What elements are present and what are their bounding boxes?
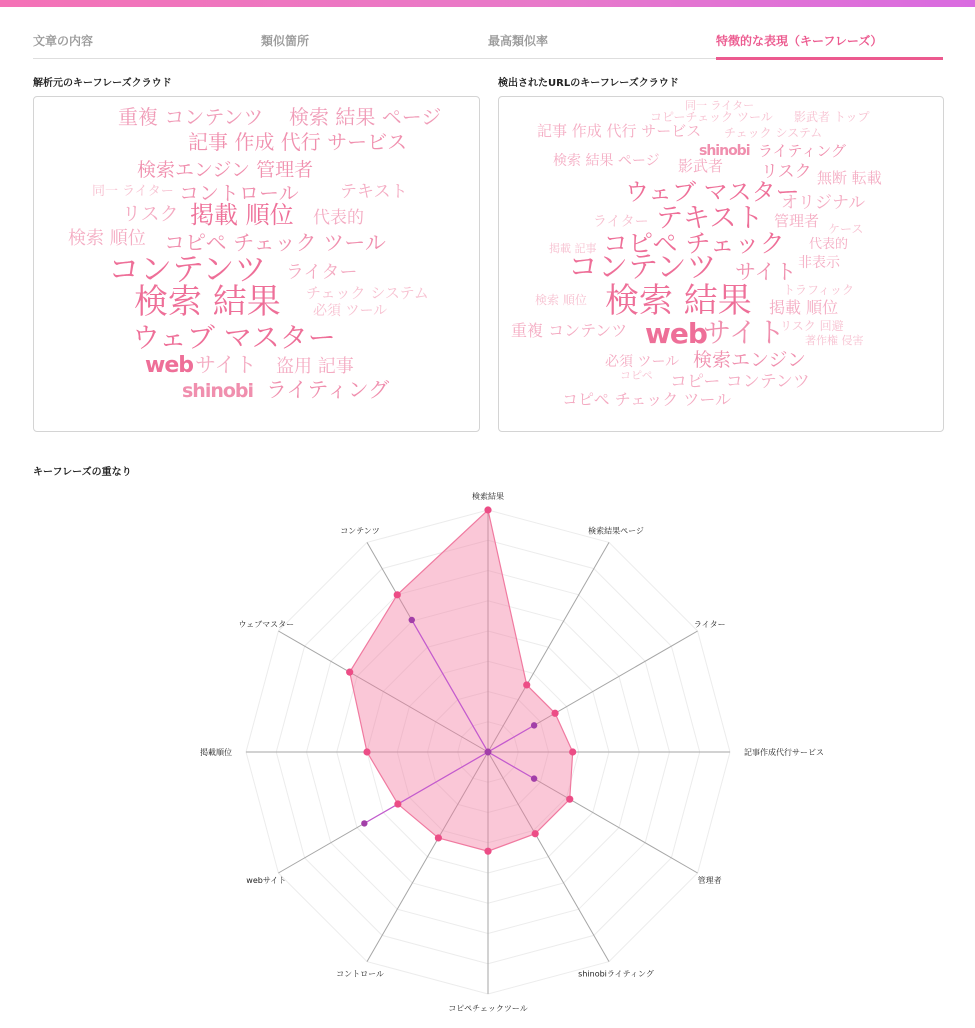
cloud-word: 影武者 xyxy=(678,157,724,175)
series-1-point xyxy=(484,848,491,855)
series-1-point xyxy=(523,681,530,688)
cloud-word: 重複 コンテンツ xyxy=(118,105,264,129)
cloud-word: 掲載 記事 xyxy=(549,242,597,255)
cloud-word: 影武者 トップ xyxy=(794,110,870,124)
cloud-word: ライター xyxy=(286,262,358,283)
cloud-word: リスク xyxy=(761,162,812,182)
cloud-word: チェック システム xyxy=(306,284,429,302)
cloud-word: 記事 作成 代行 サービス xyxy=(537,122,702,140)
cloud-word: 掲載 順位 xyxy=(769,298,839,317)
radar-axis-label: 検索結果 xyxy=(472,492,504,501)
cloud-word: コンテンツ xyxy=(568,250,717,285)
cloud-word: web xyxy=(145,353,193,378)
series-1-point xyxy=(363,748,370,755)
radar-axis-label: ライター xyxy=(693,620,726,629)
cloud-word: 検索 結果 ページ xyxy=(289,105,442,129)
radar-chart xyxy=(0,480,975,1024)
radar-axis-label: 掲載順位 xyxy=(200,748,232,757)
cloud-word: 無断 転載 xyxy=(817,169,882,187)
cloud-word: コントロール xyxy=(179,181,299,205)
cloud-word: ライティング xyxy=(758,142,847,160)
radar-axis-label: 管理者 xyxy=(697,876,722,885)
cloud-word: 同一 ライター xyxy=(92,184,174,199)
cloud-word: 検索 順位 xyxy=(535,293,587,307)
cloud-word: 検索エンジン 管理者 xyxy=(137,159,314,181)
cloud-word: コピーチェック ツール xyxy=(650,110,773,124)
cloud-word: コピー コンテンツ xyxy=(670,372,810,392)
cloud-word: コンテンツ xyxy=(108,250,267,288)
cloud-word: ライティング xyxy=(266,378,390,402)
radar-axis-label: webサイト xyxy=(246,876,287,885)
cloud-word: サイト xyxy=(195,353,257,377)
series-1-point xyxy=(346,669,353,676)
active-tab-indicator xyxy=(716,57,943,60)
cloud-word: 検索 結果 ページ xyxy=(553,153,660,169)
cloud-word: コピペ チェック ツール xyxy=(562,390,732,409)
cloud-word: 記事 作成 代行 サービス xyxy=(188,130,408,154)
cloud-word: 著作権 侵害 xyxy=(805,334,864,347)
cloud-word: 必須 ツール xyxy=(313,303,388,319)
cloud-word: shinobi xyxy=(699,143,750,159)
radar-axis-label: コンテンツ xyxy=(340,526,380,536)
series-1-point xyxy=(394,800,401,807)
series-1-area xyxy=(350,510,573,851)
left-cloud-title: 解析元のキーフレーズクラウド xyxy=(33,78,172,89)
series-1-point xyxy=(551,710,558,717)
tab-key-phrases[interactable]: 特徴的な表現（キーフレーズ） xyxy=(716,34,883,48)
series-1-point xyxy=(484,506,491,513)
cloud-word: コピペ チェック ツール xyxy=(164,231,386,255)
series-2-point xyxy=(531,775,537,781)
left-keyphrase-cloud xyxy=(33,96,480,432)
series-2-point xyxy=(409,617,415,623)
cloud-word: 代表的 xyxy=(809,237,849,252)
cloud-word: オリジナル xyxy=(781,193,866,213)
radar-axis-label: コントロール xyxy=(336,969,384,979)
cloud-word: 検索 順位 xyxy=(68,228,146,249)
series-1-point xyxy=(532,830,539,837)
cloud-word: サイト xyxy=(703,316,786,349)
radar-axis-label: ウェブマスター xyxy=(238,620,295,629)
radar-axis-label: コピペチェックツール xyxy=(448,1004,528,1013)
cloud-word: 必須 ツール xyxy=(605,354,680,370)
cloud-word: shinobi xyxy=(182,380,254,402)
radar-axis-label: 記事作成代行サービス xyxy=(744,748,824,757)
cloud-word: ライター xyxy=(593,214,649,230)
series-2-point xyxy=(485,749,491,755)
series-2-point xyxy=(361,820,367,826)
cloud-word: 検索 結果 xyxy=(605,281,752,321)
cloud-word: ウェブ マスター xyxy=(625,178,800,206)
series-1-point xyxy=(566,796,573,803)
tab-similar-parts[interactable]: 類似箇所 xyxy=(261,34,310,48)
cloud-word: 非表示 xyxy=(798,255,840,271)
cloud-word: テキスト xyxy=(656,203,764,234)
cloud-word: 重複 コンテンツ xyxy=(511,321,628,340)
cloud-word: 管理者 xyxy=(774,212,820,230)
tab-max-similarity[interactable]: 最高類似率 xyxy=(488,34,549,48)
radar-axis-label: shinobiライティング xyxy=(578,969,654,979)
right-cloud-title: 検出されたURLのキーフレーズクラウド xyxy=(498,78,679,89)
cloud-word: コピペ xyxy=(620,369,653,382)
cloud-word: web xyxy=(645,317,707,350)
cloud-word: 検索 結果 xyxy=(134,282,281,322)
top-accent-bar xyxy=(0,0,975,7)
series-1-point xyxy=(394,591,401,598)
cloud-word: チェック システム xyxy=(724,126,823,140)
cloud-word: コピペ チェック xyxy=(603,229,785,258)
cloud-word: テキスト xyxy=(340,182,408,202)
tab-content[interactable]: 文章の内容 xyxy=(33,34,94,48)
cloud-word: 同一 ライター xyxy=(685,99,755,112)
cloud-word: 検索エンジン xyxy=(693,349,807,371)
cloud-word: リスク xyxy=(122,203,179,225)
cloud-word: ウェブ マスター xyxy=(132,321,336,354)
series-2-point xyxy=(531,722,537,728)
cloud-word: サイト xyxy=(735,260,797,284)
series-1-point xyxy=(435,834,442,841)
cloud-word: 代表的 xyxy=(313,208,364,228)
cloud-word: トラフィック xyxy=(783,283,855,297)
tab-bar xyxy=(33,22,943,59)
radar-title: キーフレーズの重なり xyxy=(33,467,132,478)
cloud-word: ケース xyxy=(828,222,864,236)
keyphrase-overlap-radar xyxy=(0,480,975,1024)
radar-axis-label: 検索結果ページ xyxy=(588,526,644,536)
cloud-word: リスク 回避 xyxy=(780,319,844,333)
cloud-word: 掲載 順位 xyxy=(190,201,294,229)
right-keyphrase-cloud xyxy=(498,96,944,432)
cloud-word: 盗用 記事 xyxy=(276,356,354,377)
series-1-point xyxy=(569,748,576,755)
